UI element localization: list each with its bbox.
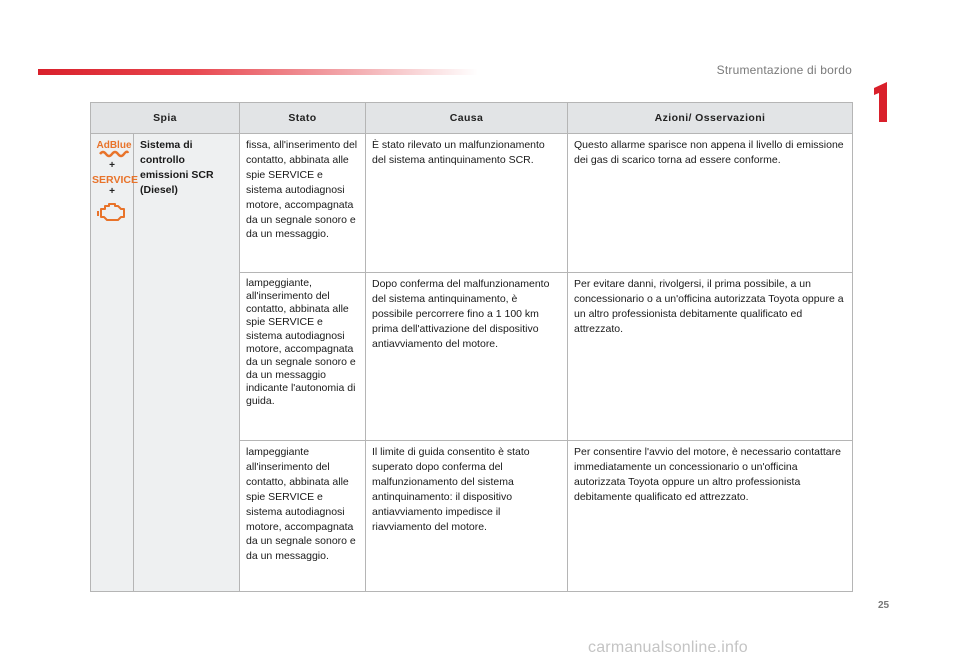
causa-cell: È stato rilevato un malfunzionamento del sistema antinquinamento SCR.: [366, 134, 568, 273]
adblue-warning-icon: [97, 138, 131, 160]
causa-cell: Il limite di guida consentito è stato superato dopo conferma del malfunzionamento del sistema antinquinamento: il dispositivo antiavviamento impedisce il riavviamento del motore.: [366, 441, 568, 592]
header-accent-bar: [38, 69, 478, 75]
stato-cell: lampeggiante, all'inserimento del contatto, abbinata alle spie SERVICE e sistema autodiagnosi motore, accompagnata da un segnale sonoro e da un messaggio indicante l'autonomia di guida.: [240, 273, 366, 441]
header-spia: Spia: [91, 103, 240, 134]
header-azioni: Azioni/ Osservazioni: [568, 103, 853, 134]
svg-text:SERVICE: SERVICE: [92, 174, 138, 186]
warning-lights-table: [90, 102, 853, 592]
azioni-cell: Questo allarme sparisce non appena il livello di emissione dei gas di scarico torna ad essere conforme.: [568, 134, 853, 273]
plus-sign: +: [109, 186, 115, 197]
table-header-row: [91, 103, 853, 134]
plus-sign: +: [109, 160, 115, 171]
stato-cell: fissa, all'inserimento del contatto, abbinata alle spie SERVICE e sistema autodiagnosi motore, accompagnata da un segnale sonoro e da un messaggio.: [240, 134, 366, 273]
section-title: Strumentazione di bordo: [716, 63, 852, 77]
azioni-cell: Per consentire l'avvio del motore, è necessario contattare immediatamente un concessionario o un'officina autorizzata Toyota oppure un altro professionista debitamente qualificato ed attrezzato.: [568, 441, 853, 592]
svg-text:AdBlue: AdBlue: [96, 140, 132, 151]
indicator-name: Sistema di controllo emissioni SCR (Diesel): [134, 134, 240, 592]
table-row: [91, 134, 853, 273]
watermark-text: carmanualsonline.info: [588, 639, 748, 656]
page-number: 25: [878, 600, 890, 611]
header-causa: Causa: [366, 103, 568, 134]
chapter-number: [870, 82, 894, 122]
engine-check-icon: [97, 201, 127, 223]
azioni-cell: Per evitare danni, rivolgersi, il prima possibile, a un concessionario o a un'officina autorizzata Toyota oppure a un altro professionista debitamente qualificato ed attrezzato.: [568, 273, 853, 441]
header-stato: Stato: [240, 103, 366, 134]
indicator-icons-cell: [91, 134, 138, 592]
stato-cell: lampeggiante all'inserimento del contatto, abbinata alle spie SERVICE e sistema autodiagnosi motore, accompagnata da un segnale sonoro e da un messaggio.: [240, 441, 366, 592]
causa-cell: Dopo conferma del malfunzionamento del sistema antinquinamento, è possibile percorrere fino a 1 100 km prima dell'attivazione del dispositivo antiavviamento del motore.: [366, 273, 568, 441]
service-icon: [92, 172, 138, 186]
